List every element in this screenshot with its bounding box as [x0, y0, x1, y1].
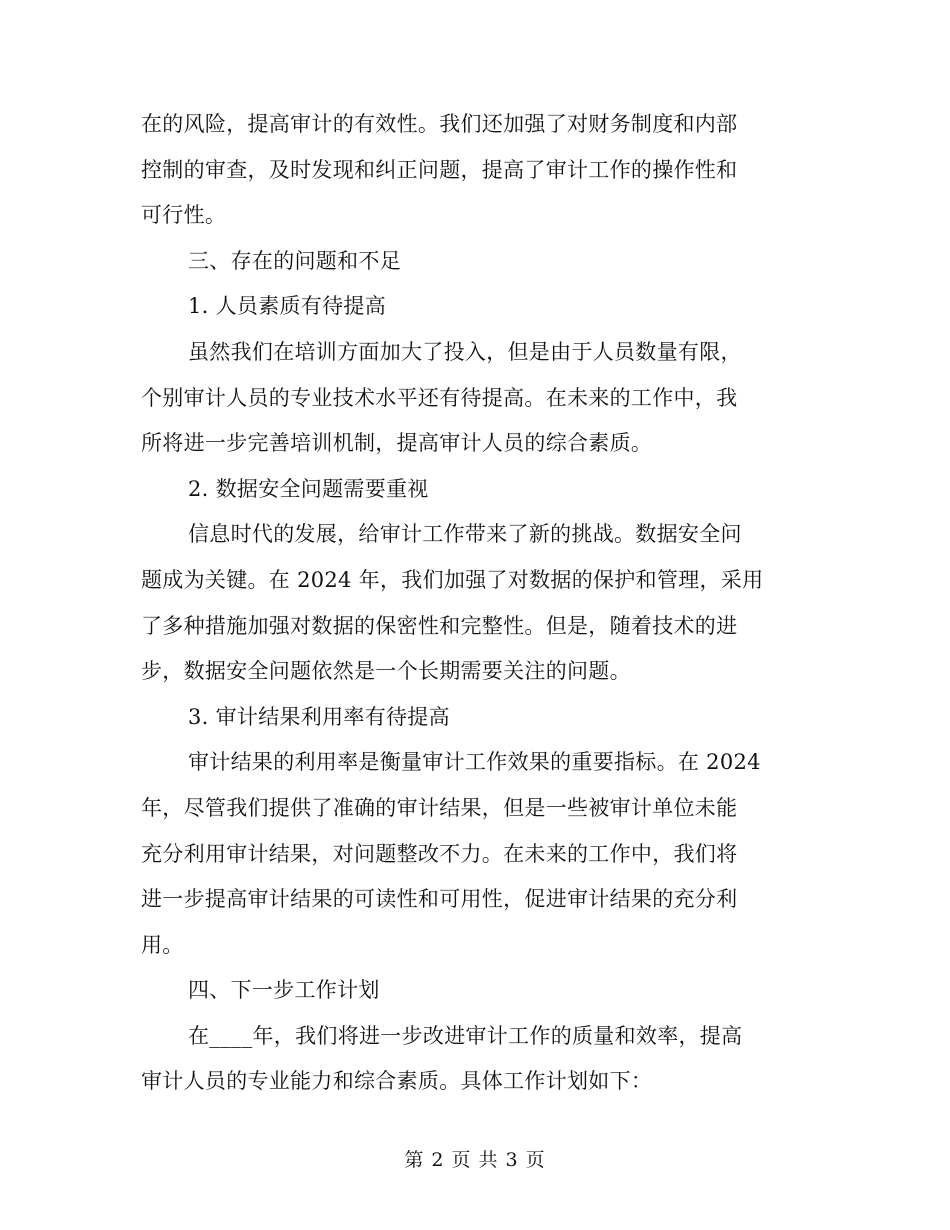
section-heading: 三、存在的问题和不足 — [188, 248, 401, 273]
subsection-heading: 1. 人员素质有待提高 — [188, 294, 387, 319]
text-line: 审计结果的利用率是衡量审计工作效果的重要指标。在 2024 — [188, 750, 761, 775]
subsection-heading: 2. 数据安全问题需要重视 — [188, 476, 429, 501]
subsection-heading: 3. 审计结果利用率有待提高 — [188, 704, 450, 729]
text-line: 步，数据安全问题依然是一个长期需要关注的问题。 — [141, 659, 631, 684]
document-body — [141, 102, 801, 1105]
text-line: 进一步提高审计结果的可读性和可用性，促进审计结果的充分利 — [141, 887, 738, 912]
text-line: 可行性。 — [141, 203, 227, 228]
text-line: 控制的审查，及时发现和纠正问题，提高了审计工作的操作性和 — [141, 157, 738, 182]
section-heading: 四、下一步工作计划 — [188, 978, 380, 1003]
text-line: 年，尽管我们提供了准确的审计结果，但是一些被审计单位未能 — [141, 795, 738, 820]
text-line: 在____年，我们将进一步改进审计工作的质量和效率，提高 — [188, 1023, 743, 1048]
text-line: 用。 — [141, 932, 184, 957]
text-line: 在的风险，提高审计的有效性。我们还加强了对财务制度和内部 — [141, 112, 738, 136]
text-line: 个别审计人员的专业技术水平还有待提高。在未来的工作中，我 — [141, 385, 738, 410]
text-line: 题成为关键。在 2024 年，我们加强了对数据的保护和管理，采用 — [141, 567, 764, 592]
text-line: 信息时代的发展，给审计工作带来了新的挑战。数据安全问 — [188, 522, 742, 547]
text-line: 了多种措施加强对数据的保密性和完整性。但是，随着技术的进 — [141, 613, 738, 638]
text-line: 审计人员的专业能力和综合素质。具体工作计划如下： — [141, 1069, 653, 1094]
text-line: 充分利用审计结果，对问题整改不力。在未来的工作中，我们将 — [141, 841, 738, 866]
text-line: 虽然我们在培训方面加大了投入，但是由于人员数量有限， — [188, 339, 742, 364]
page-number-footer: 第 2 页 共 3 页 — [404, 1149, 546, 1171]
text-line: 所将进一步完善培训机制，提高审计人员的综合素质。 — [141, 431, 653, 456]
